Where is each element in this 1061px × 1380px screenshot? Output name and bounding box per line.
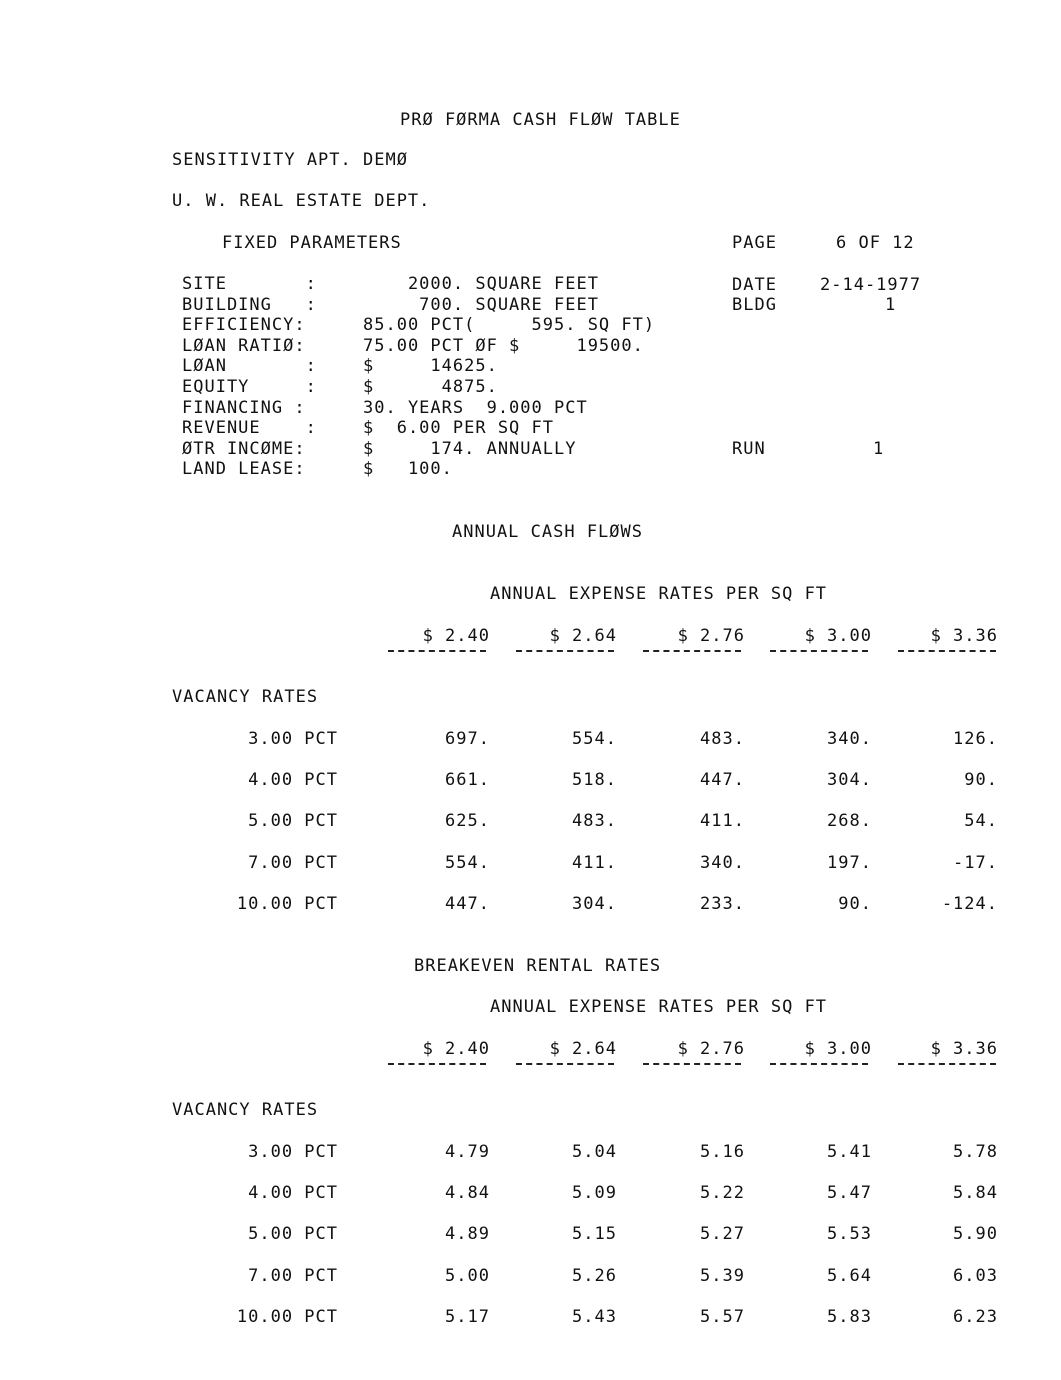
table-cell: 5.15 [572,1224,617,1245]
row-label: 3.00 PCT [248,729,338,749]
parameter-label: LAND LEASE: [182,459,306,480]
row-label: 5.00 PCT [248,1224,338,1245]
column-header: $ 2.76 [677,1039,745,1059]
table-cell: -124. [941,893,998,914]
parameter-label: ØTR INCØME: [182,438,306,459]
table-cell: 447. [700,770,745,791]
parameter-value: $ 4875. [363,377,498,397]
table-cell: 5.41 [827,1142,872,1162]
parameter-value: $ 174. ANNUALLY [363,438,577,459]
row-label: 4.00 PCT [248,1183,338,1204]
date-label: DATE [732,275,777,295]
table-cell: 340. [700,852,745,873]
column-header: $ 3.00 [804,626,872,646]
row-label: 7.00 PCT [248,852,338,873]
date-value: 2-14-1977 [820,275,922,295]
bldg-value: 1 [885,295,897,315]
table-cell: 5.04 [572,1142,617,1162]
table-cell: 5.53 [827,1224,872,1245]
table-cell: 4.84 [445,1183,490,1204]
table-cell: 304. [827,770,872,791]
table-cell: 5.90 [953,1224,998,1245]
table-cell: 697. [445,729,490,749]
parameter-label: EQUITY : [182,377,317,397]
page-label: PAGE [732,233,777,253]
parameter-label: LØAN RATIØ: [182,335,306,356]
table-cell: 5.27 [700,1224,745,1245]
table-cell: 5.84 [953,1183,998,1204]
parameter-label: EFFICIENCY: [182,315,306,336]
row-label: 4.00 PCT [248,770,338,791]
parameter-value: $ 6.00 PER SQ FT [363,418,554,439]
cash-flows-title: ANNUAL CASH FLØWS [452,522,643,542]
row-label: 3.00 PCT [248,1142,338,1162]
table-cell: 197. [827,852,872,873]
parameter-value: 75.00 PCT ØF $ 19500. [363,335,644,356]
column-underline [898,650,996,652]
run-value: 1 [873,439,885,459]
parameter-value: 700. SQUARE FEET [363,294,599,315]
table-cell: 5.00 [445,1265,490,1286]
row-label: 5.00 PCT [248,811,338,832]
parameter-value: $ 100. [363,459,453,480]
parameter-label: REVENUE : [182,418,317,439]
table-cell: 340. [827,729,872,749]
table-cell: 554. [445,852,490,873]
row-header: VACANCY RATES [172,1100,319,1120]
table-cell: 54. [964,811,998,832]
parameter-value: 30. YEARS 9.000 PCT [363,397,588,418]
page-value: 6 OF 12 [836,233,915,253]
table-cell: 5.22 [700,1183,745,1204]
row-label: 7.00 PCT [248,1265,338,1286]
run-label: RUN [732,439,766,459]
parameter-value: $ 14625. [363,356,498,377]
column-header: $ 2.64 [549,626,617,646]
column-underline [770,650,868,652]
row-label: 10.00 PCT [236,893,338,914]
table-cell: 447. [445,893,490,914]
table-cell: 6.23 [953,1306,998,1327]
table-cell: 5.17 [445,1306,490,1327]
table-cell: 5.64 [827,1265,872,1286]
table-cell: 5.43 [572,1306,617,1327]
column-underline [388,650,486,652]
row-label: 10.00 PCT [236,1306,338,1327]
table-cell: 625. [445,811,490,832]
breakeven-title: BREAKEVEN RENTAL RATES [414,956,662,976]
table-cell: 90. [964,770,998,791]
table-cell: 5.09 [572,1183,617,1204]
table-cell: 4.89 [445,1224,490,1245]
table-cell: 518. [572,770,617,791]
table-cell: 6.03 [953,1265,998,1286]
report-title: PRØ FØRMA CASH FLØW TABLE [400,110,681,130]
table-cell: 483. [700,729,745,749]
column-header: $ 2.40 [422,1039,490,1059]
parameter-value: 85.00 PCT( 595. SQ FT) [363,315,656,336]
column-header: $ 3.00 [804,1039,872,1059]
parameter-label: LØAN : [182,356,317,377]
column-header: $ 3.36 [930,626,998,646]
table-cell: 483. [572,811,617,832]
section-heading: FIXED PARAMETERS [222,233,402,253]
table-cell: 233. [700,893,745,914]
table-cell: 126. [953,729,998,749]
parameter-label: BUILDING : [182,294,317,315]
table-cell: 4.79 [445,1142,490,1162]
table-cell: 90. [838,893,872,914]
breakeven-subtitle: ANNUAL EXPENSE RATES PER SQ FT [490,997,828,1017]
table-cell: 411. [572,852,617,873]
column-underline [643,1063,741,1065]
column-underline [516,1063,614,1065]
column-underline [516,650,614,652]
row-header: VACANCY RATES [172,687,319,707]
column-underline [643,650,741,652]
column-header: $ 2.76 [677,626,745,646]
parameter-label: FINANCING : [182,397,306,418]
table-cell: 304. [572,893,617,914]
table-cell: 5.57 [700,1306,745,1327]
cash-flows-subtitle: ANNUAL EXPENSE RATES PER SQ FT [490,584,828,604]
table-cell: 268. [827,811,872,832]
parameter-label: SITE : [182,274,317,294]
report-subtitle: SENSITIVITY APT. DEMØ [172,150,408,170]
table-cell: 554. [572,729,617,749]
table-cell: 5.26 [572,1265,617,1286]
table-cell: 5.16 [700,1142,745,1162]
table-cell: 5.83 [827,1306,872,1327]
column-header: $ 2.40 [422,626,490,646]
bldg-label: BLDG [732,295,777,315]
column-underline [388,1063,486,1065]
organization: U. W. REAL ESTATE DEPT. [172,191,431,211]
parameter-value: 2000. SQUARE FEET [363,274,599,294]
table-cell: 661. [445,770,490,791]
table-cell: 5.78 [953,1142,998,1162]
table-cell: 5.39 [700,1265,745,1286]
column-header: $ 2.64 [549,1039,617,1059]
column-underline [770,1063,868,1065]
table-cell: 5.47 [827,1183,872,1204]
table-cell: 411. [700,811,745,832]
table-cell: -17. [953,852,998,873]
column-header: $ 3.36 [930,1039,998,1059]
column-underline [898,1063,996,1065]
